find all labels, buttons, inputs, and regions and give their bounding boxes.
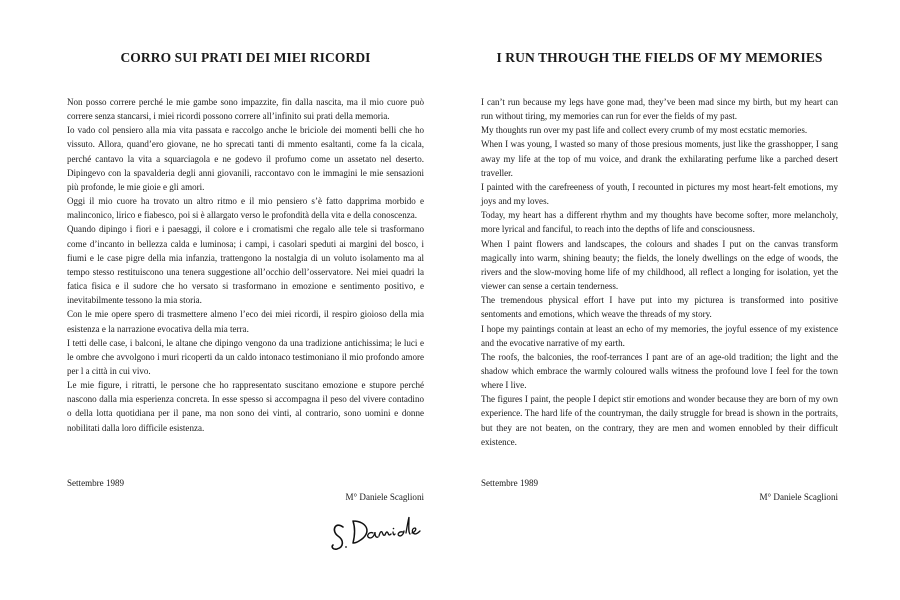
italian-paragraph: Non posso correre perché le mie gambe sono impazzite, fin dalla nascita, ma il mio cuore può correre senza stancarsi, i miei ricordi possono correre all’infinito sui prati della memoria.	[67, 97, 424, 122]
english-date: Settembre 1989	[481, 478, 539, 488]
italian-paragraph: Io vado col pensiero alla mia vita passata e raccolgo anche le briciole dei momenti belli che ho vissuto. Allora, quand’ero giovane, ne ho sprecati tanti di mmento esaltanti, come fa la cicala, perché cantavo la vita a squarciagola e ne godevo il profumo come un assetato nel deserto. Dipingevo con la spavalderia degli anni giovanili, raccontavo con le immagini le mie sensazioni più profonde, le mie gioie e gli amori.	[67, 125, 424, 192]
english-paragraph: Today, my heart has a different rhythm and my thoughts have become softer, more melancholy, more lyrical and fanciful, to reach into the depths of life and consciousness.	[481, 210, 838, 235]
english-paragraph: My thoughts run over my past life and collect every crumb of my most ecstatic memories.	[481, 125, 808, 136]
italian-date: Settembre 1989	[67, 478, 125, 488]
english-paragraph: I can’t run because my legs have gone mad, they’ve been mad since my birth, but my heart can run without tiring, my memories can run for ever the fields of my past.	[481, 97, 838, 122]
italian-body	[67, 95, 424, 435]
italian-paragraph: Con le mie opere spero di trasmettere almeno l’eco dei miei ricordi, il respiro gioioso della mia esistenza e la narrazione evocativa della mia terra.	[67, 309, 424, 334]
english-paragraph: When I was young, I wasted so many of those presious moments, just like the grasshopper, I sang away my life at the top of mu voice, and drank the exhilarating perfume like a parched desert traveller.	[481, 139, 838, 178]
italian-paragraph: I tetti delle case, i balconi, le altane che dipingo vengono da una tradizione antichissima; le luci e le ombre che avvolgono i muri ricoperti da un caldo intonaco testimoniano il mio profondo amore per l a città in cui vivo.	[67, 337, 424, 376]
english-paragraph: I hope my paintings contain at least an echo of my memories, the joyful essence of my existence and the evocative narrative of my earth.	[481, 323, 838, 348]
italian-paragraph: Le mie figure, i ritratti, le persone che ho rappresentato suscitano emozione e stupore perché nascono dalla mia esperienza concreta. In esse spesso si accompagna il peso del vivere contadino o della lotta quotidiana per il pane, ma non sono dei vinti, al contrario, sono uomini e donne nobilitati dalla loro difficile esistenza.	[67, 380, 424, 433]
english-author: M° Daniele Scaglioni	[759, 492, 838, 502]
english-title: I RUN THROUGH THE FIELDS OF MY MEMORIES	[496, 50, 823, 65]
english-paragraph: The figures I paint, the people I depict stir emotions and wonder because they are born of my own experience. The hard life of the countryman, the daily struggle for bread is shown in the portraits, but they are not beaten, on the contrary, they are men and women ennobled by their difficult existence.	[481, 394, 838, 447]
english-paragraph: The roofs, the balconies, the roof-terrances I pant are of an age-old tradition; the light and the shadow which embrace the warmly coloured walls witness the profound love I feel for the town where I live.	[481, 351, 838, 391]
italian-paragraph: Oggi il mio cuore ha trovato un altro ritmo e il mio pensiero s’è fatto dapprima morbido e malinconico, lirico e fiabesco, poi si è allargato verso le profondità della vita e della conoscenza.	[67, 196, 424, 221]
italian-title: CORRO SUI PRATI DEI MIEI RICORDI	[120, 50, 371, 65]
italian-author: M° Daniele Scaglioni	[345, 492, 424, 502]
handwritten-signature	[329, 505, 425, 553]
english-paragraph: When I paint flowers and landscapes, the colours and shades I put on the canvas transform magically into warm, shining beauty; the fields, the lonely dwellings on the edge of woods, the rivers and the slow-moving home life of my childhood, all reflect a longing for isolation, yet the viewer can sense a certain tenderness.	[481, 238, 838, 292]
english-body	[481, 95, 838, 449]
english-paragraph: I painted with the carefreeness of youth, I recounted in pictures my most heart-felt emotions, my joys and my loves.	[481, 181, 838, 207]
english-paragraph: The tremendous physical effort I have put into my picturea is transformed into positive sentoments and emotions, which weave the threads of my story.	[481, 295, 838, 320]
italian-paragraph: Quando dipingo i fiori e i paesaggi, il colore e i cromatismi che regalo alle tele si trasformano come d’incanto in bellezza calda e luminosa; i campi, i casolari speduti ai margini del bosco, i fiumi e le case pigre della mia infanzia, trattengono la nostalgia di un voluto isolamento ma al tempo stesso restituiscono una tenera suggestione all’occhio dell’osservatore. Nei miei quadri la fatica fisica e il sudore che ho versato si trasformano in emozione e sentimento positivo, e inevitabilmente tessono la mia storia.	[67, 224, 424, 306]
